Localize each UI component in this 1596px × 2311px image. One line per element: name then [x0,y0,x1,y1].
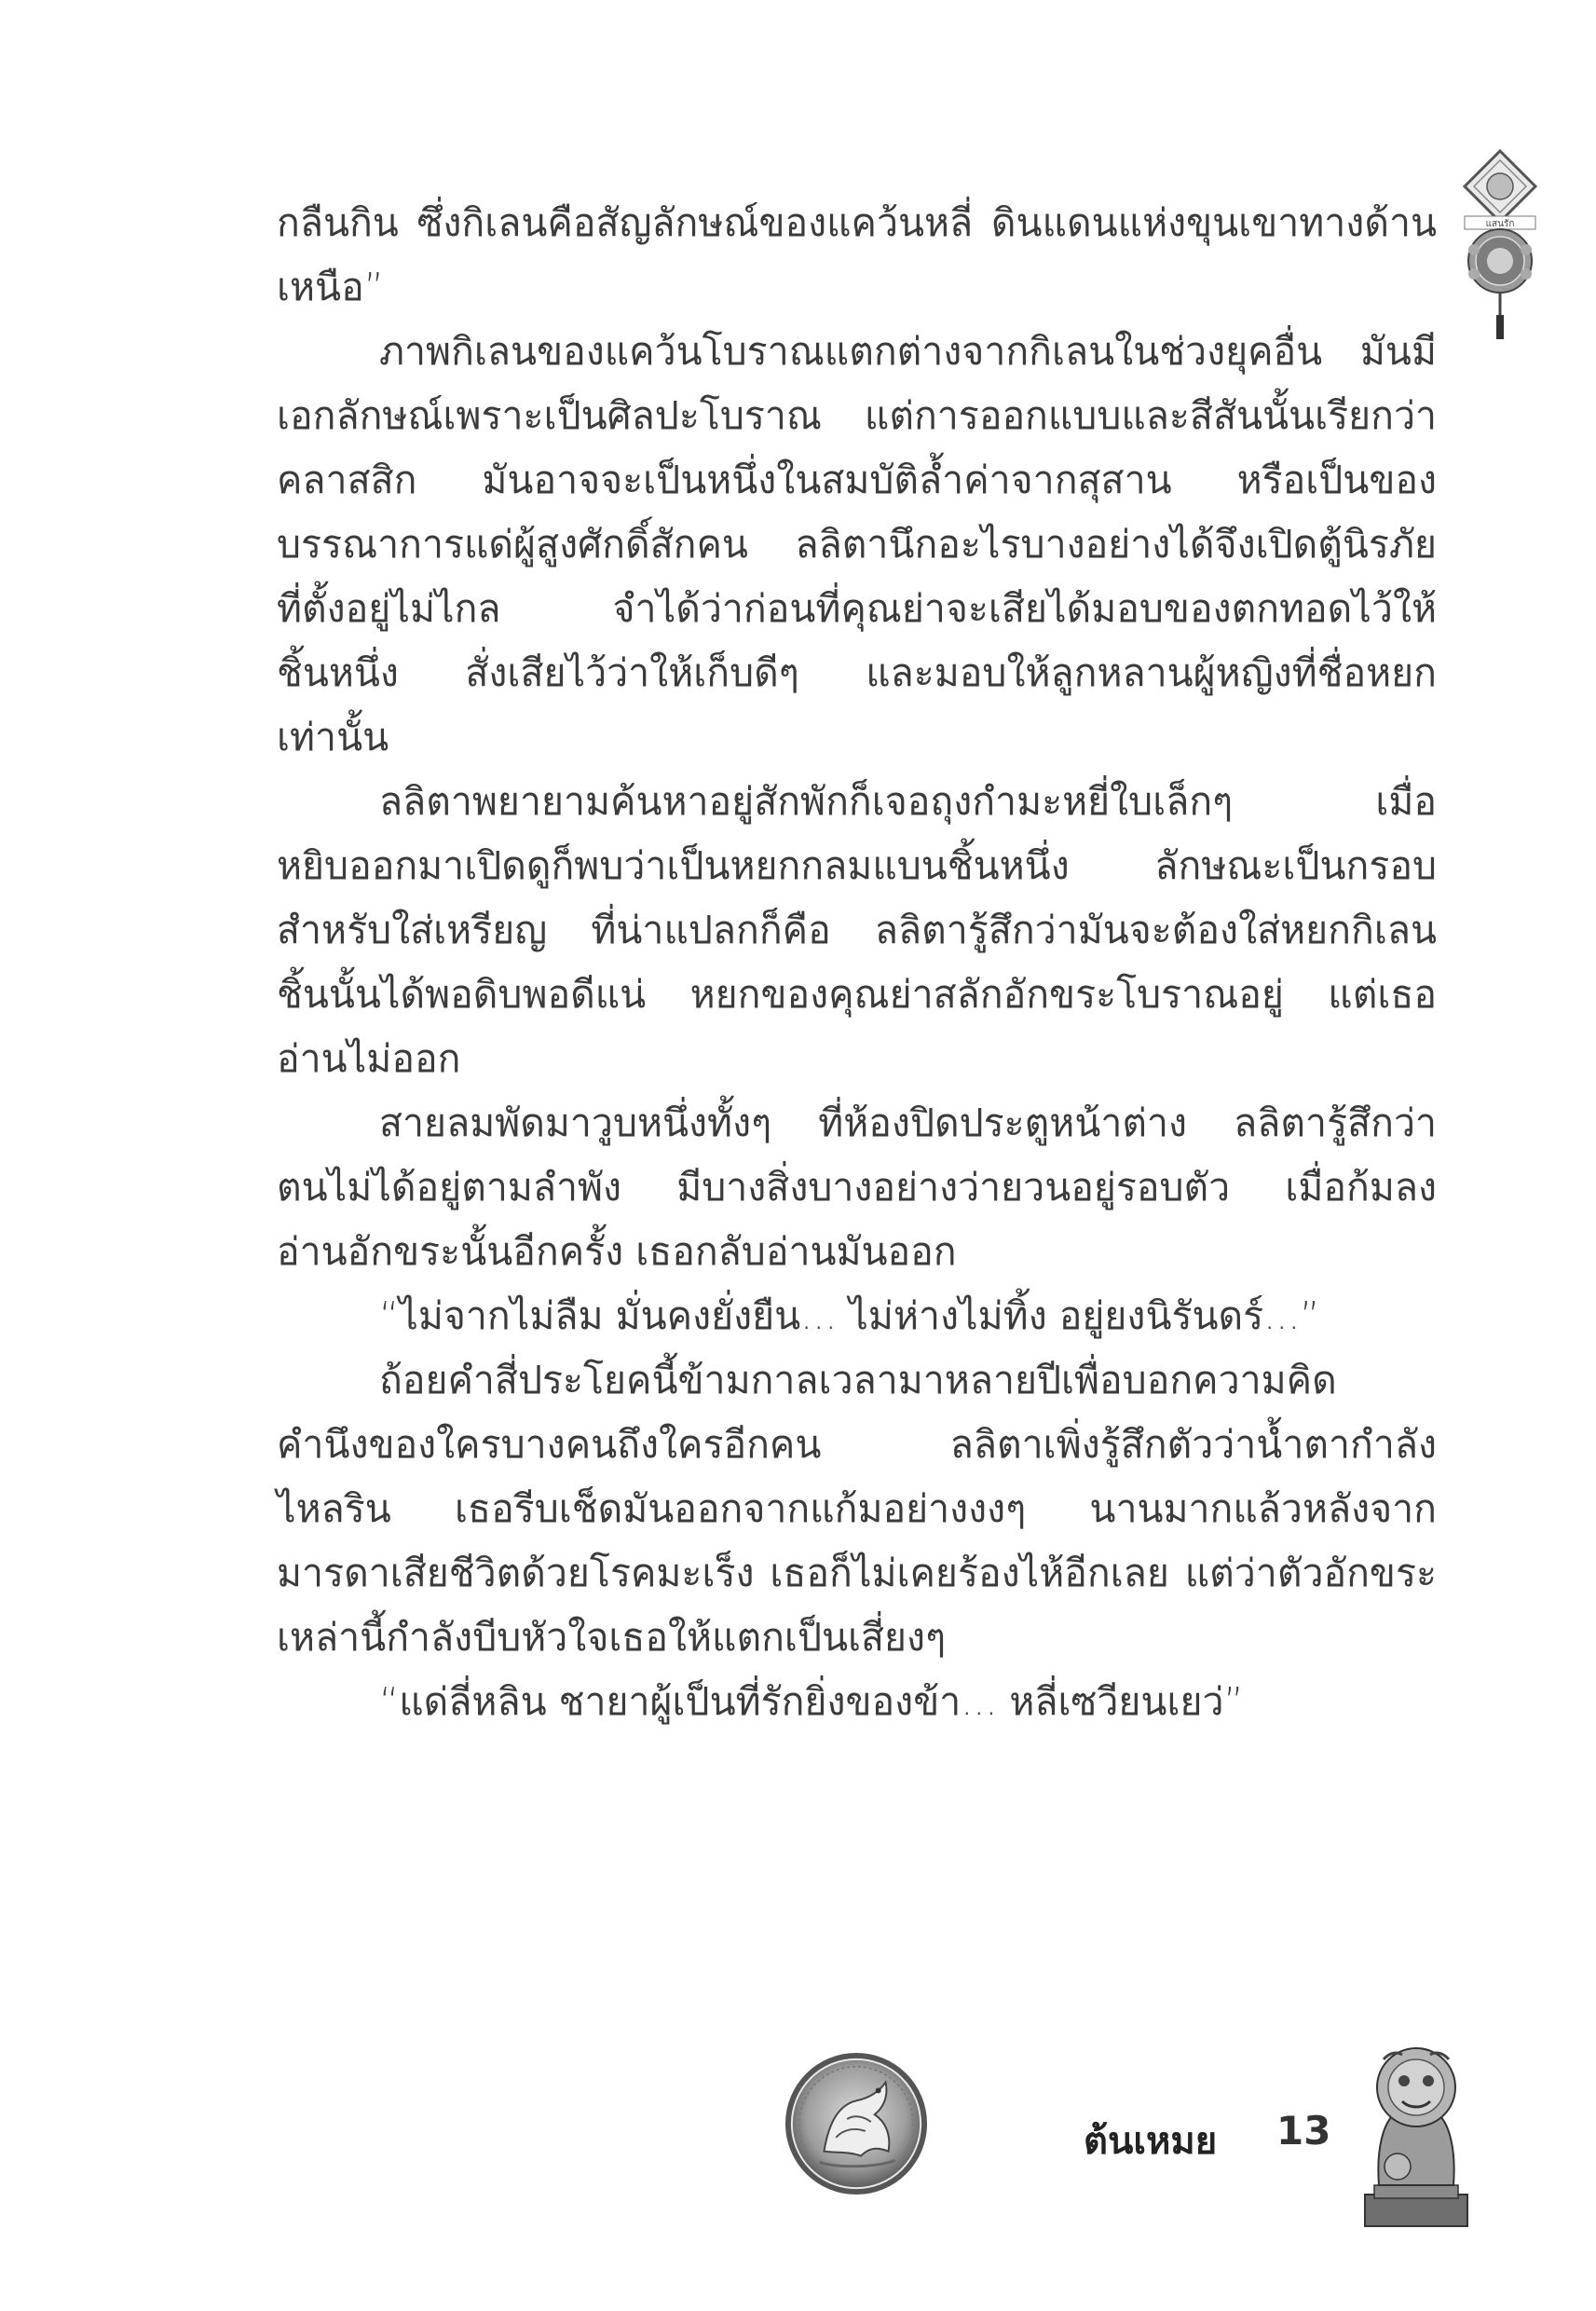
quote-line: “แด่ลี่หลิน ชายาผู้เป็นที่รักยิ่งของข้า... หลี่เซวียนเยว่” [379,1679,1244,1724]
text-line: หยิบออกมาเปิดดูก็พบว่าเป็นหยกกลมแบนชิ้นหนึ่ง ลักษณะเป็นกรอบ [277,843,1437,888]
text-line: บรรณาการแด่ผู้สูงศักดิ์สักคน ลลิตานึกอะไรบางอย่างได้จึงเปิดตู้นิรภัย [277,522,1437,567]
text-line: ที่ตั้งอยู่ไม่ไกล จำได้ว่าก่อนที่คุณย่าจะเสียได้มอบของตกทอดไว้ให้ [277,586,1437,631]
text-line: สำหรับใส่เหรียญ ที่น่าแปลกก็คือ ลลิตารู้สึกว่ามันจะต้องใส่หยกกิเลน [277,908,1437,952]
ornament-label: แสนรัก [1485,219,1515,229]
text-line: เอกลักษณ์เพราะเป็นศิลปะโบราณ แต่การออกแบบและสีสันนั้นเรียกว่า [277,393,1437,438]
text-line: เท่านั้น [277,715,389,759]
guardian-lion-icon [1356,2036,1477,2232]
chinese-knot-ornament-icon [1453,149,1547,345]
text-line: กลืนกิน ซึ่งกิเลนคือสัญลักษณ์ของแคว้นหลี่ ดินแดนแห่งขุนเขาทางด้าน [277,200,1437,245]
qilin-medallion-icon [783,2050,930,2197]
body-text [277,191,1437,1734]
text-line: อ่านอักขระนั้นอีกครั้ง เธอกลับอ่านมันออก [277,1229,957,1274]
text-line: ตนไม่ได้อยู่ตามลำพัง มีบางสิ่งบางอย่างว่ายวนอยู่รอบตัว เมื่อก้มลง [277,1165,1437,1210]
text-line: ชิ้นนั้นได้พอดิบพอดีแน่ หยกของคุณย่าสลักอักขระโบราณอยู่ แต่เธอ [277,972,1437,1017]
text-line: มารดาเสียชีวิตด้วยโรคมะเร็ง เธอก็ไม่เคยร้องไห้อีกเลย แต่ว่าตัวอักขระ [277,1551,1437,1595]
paragraph-first-line: ลลิตาพยายามค้นหาอยู่สักพักก็เจอถุงกำมะหยี่ใบเล็กๆ เมื่อ [379,779,1437,824]
paragraph-first-line: สายลมพัดมาวูบหนึ่งทั้งๆ ที่ห้องปิดประตูหน้าต่าง ลลิตารู้สึกว่า [379,1101,1437,1145]
text-line: เหนือ” [277,265,384,309]
book-title: ต้นเหมย [1084,2120,1218,2163]
text-line: คำนึงของใครบางคนถึงใครอีกคน ลลิตาเพิ่งรู้สึกตัวว่าน้ำตากำลัง [277,1422,1437,1467]
text-line: อ่านไม่ออก [277,1036,461,1081]
page-number: 13 [1276,2108,1331,2154]
text-line: คลาสสิก มันอาจจะเป็นหนึ่งในสมบัติล้ำค่าจากสุสาน หรือเป็นของ [277,458,1437,502]
text-line: ชิ้นหนึ่ง สั่งเสียไว้ว่าให้เก็บดีๆ และมอบให้ลูกหลานผู้หญิงที่ชื่อหยก [277,650,1437,695]
text-line: ไหลริน เธอรีบเช็ดมันออกจากแก้มอย่างงงๆ นานมากแล้วหลังจาก [277,1486,1437,1531]
paragraph-first-line: ถ้อยคำสี่ประโยคนี้ข้ามกาลเวลามาหลายปีเพื่อบอกความคิด [379,1358,1337,1402]
text-line: เหล่านี้กำลังบีบหัวใจเธอให้แตกเป็นเสี่ยงๆ [277,1615,947,1660]
paragraph-first-line: ภาพกิเลนของแคว้นโบราณแตกต่างจากกิเลนในช่วงยุคอื่น มันมี [379,329,1437,374]
quote-line: “ไม่จากไม่ลืม มั่นคงยั่งยืน... ไม่ห่างไม่ทิ้ง อยู่ยงนิรันดร์...” [379,1293,1320,1338]
